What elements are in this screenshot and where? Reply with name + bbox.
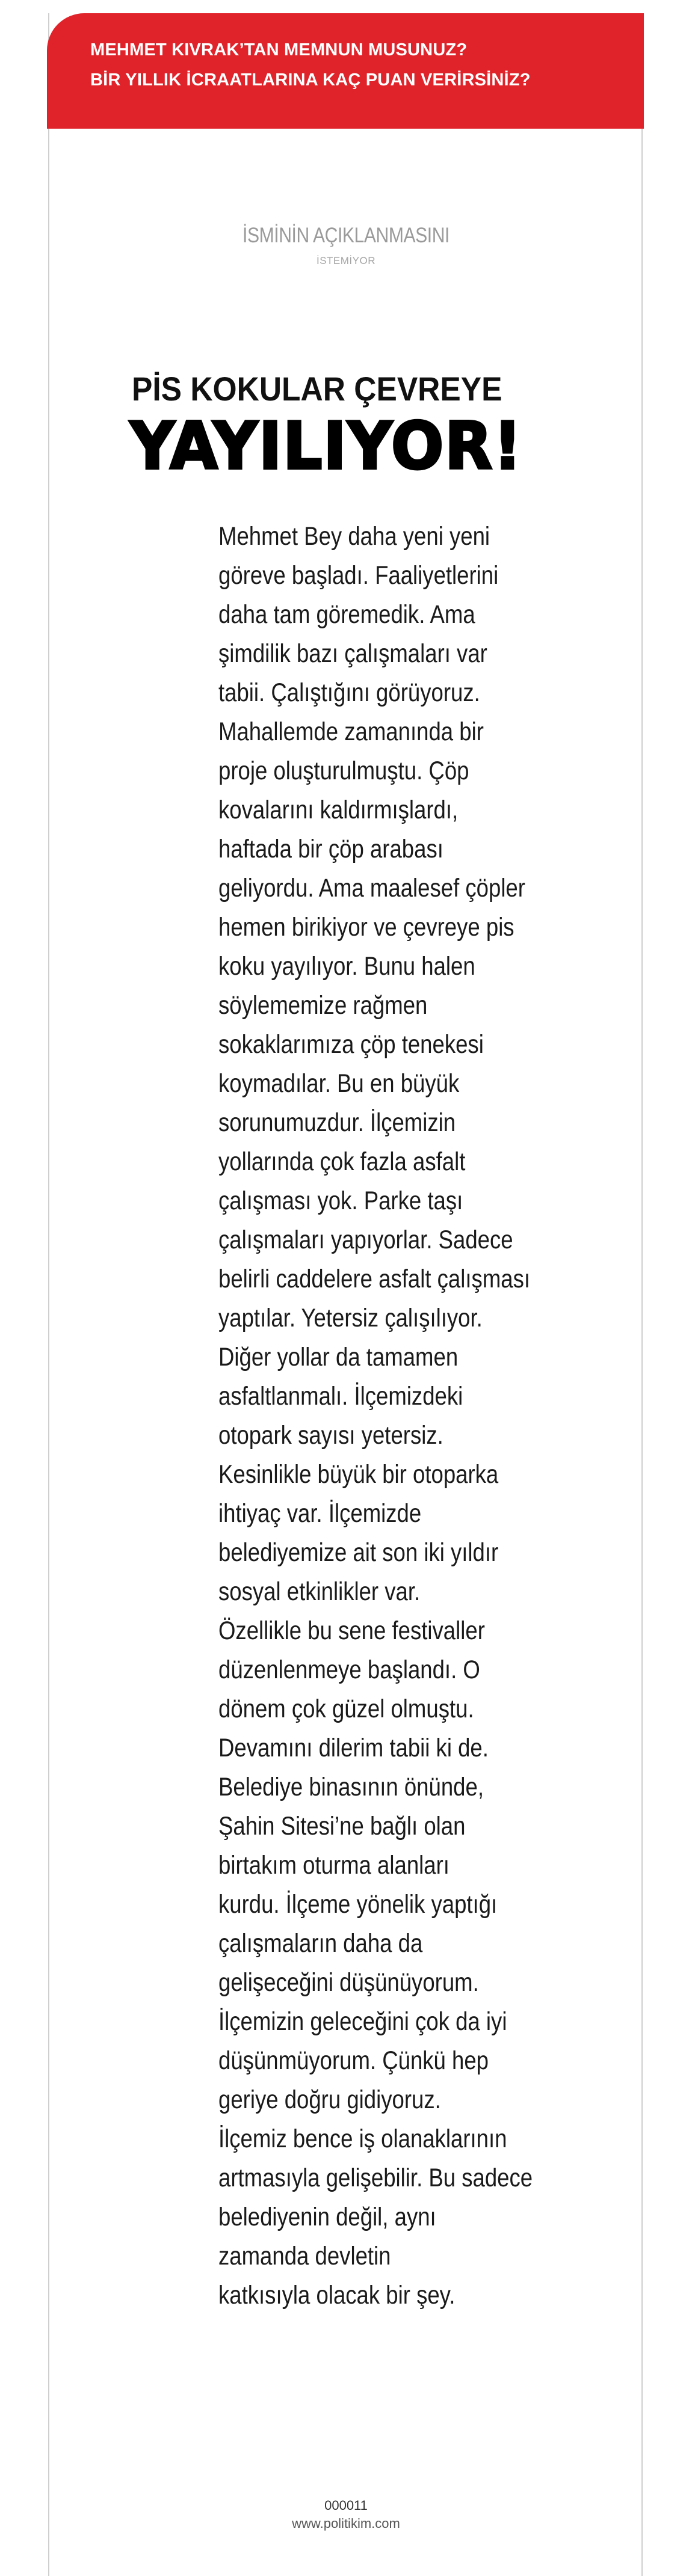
- body-text-line: gelişeceğini düşünüyorum.: [218, 1969, 479, 1997]
- body-text-line: artmasıyla gelişebilir. Bu sadece: [218, 2164, 533, 2192]
- body-text-line: çalışması yok. Parke taşı: [218, 1187, 463, 1215]
- body-text-line: geliyordu. Ama maalesef çöpler: [218, 874, 525, 903]
- body-text-line: otopark sayısı yetersiz.: [218, 1421, 443, 1450]
- respondent-name: İSMİNİN AÇIKLANMASINI: [243, 224, 449, 247]
- body-text-line: birtakım oturma alanları: [218, 1851, 449, 1880]
- body-text-line: kovalarını kaldırmışlardı,: [218, 796, 459, 824]
- body-text-line: sokaklarımıza çöp tenekesi: [218, 1031, 484, 1059]
- headline-kicker: PİS KOKULAR ÇEVREYE: [132, 370, 502, 408]
- body-text-line: haftada bir çöp arabası: [218, 835, 443, 863]
- body-text-line: dönem çok güzel olmuştu.: [218, 1695, 474, 1723]
- body-text-line: zamanda devletin: [218, 2242, 391, 2271]
- body-text-line: Diğer yollar da tamamen: [218, 1343, 459, 1372]
- body-text-line: çalışmaları yapıyorlar. Sadece: [218, 1226, 513, 1254]
- body-text-line: Mahallemde zamanında bir: [218, 718, 484, 746]
- body-text-line: asfaltlanmalı. İlçemizdeki: [218, 1382, 463, 1411]
- body-text-line: katkısıyla olacak bir şey.: [218, 2281, 456, 2310]
- body-text-line: koymadılar. Bu en büyük: [218, 1070, 460, 1098]
- body-text-line: hemen birikiyor ve çevreye pis: [218, 913, 514, 942]
- body-text-line: söylememize rağmen: [218, 992, 428, 1020]
- body-text-line: Şahin Sitesi’ne bağlı olan: [218, 1812, 466, 1841]
- page-code: 000011: [324, 2498, 368, 2513]
- body-text-line: ihtiyaç var. İlçemizde: [218, 1500, 422, 1528]
- body-text-line: İlçemizin geleceğini çok da iyi: [218, 2008, 507, 2036]
- body-text-line: daha tam göremedik. Ama: [218, 601, 475, 629]
- body-text-line: düzenlenmeye başlandı. O: [218, 1656, 480, 1684]
- body-text-line: Devamını dilerim tabii ki de.: [218, 1734, 489, 1762]
- body-text-line: sorunumuzdur. İlçemizin: [218, 1109, 456, 1137]
- body-text-line: belediyemize ait son iki yıldır: [218, 1539, 499, 1567]
- body-text-line: çalışmaların daha da: [218, 1930, 423, 1958]
- body-text-line: Kesinlikle büyük bir otoparka: [218, 1461, 499, 1489]
- respondent-subtitle: İSTEMİYOR: [316, 255, 375, 266]
- body-text-line: düşünmüyorum. Çünkü hep: [218, 2047, 489, 2075]
- body-text-line: yaptılar. Yetersiz çalışılıyor.: [218, 1304, 483, 1332]
- survey-question-line-1: MEHMET KIVRAK’TAN MEMNUN MUSUNUZ?: [90, 40, 468, 60]
- body-text-line: koku yayılıyor. Bunu halen: [218, 952, 475, 981]
- body-text-line: Mehmet Bey daha yeni yeni: [218, 523, 490, 551]
- survey-question-line-2: BİR YILLIK İCRAATLARINA KAÇ PUAN VERİRSİNİZ?: [90, 70, 531, 90]
- body-text-line: geriye doğru gidiyoruz.: [218, 2086, 441, 2114]
- body-text-line: belirli caddelere asfalt çalışması: [218, 1265, 531, 1293]
- body-text-line: yollarında çok fazla asfalt: [218, 1148, 466, 1176]
- body-text-line: tabii. Çalıştığını görüyoruz.: [218, 679, 480, 707]
- body-text-line: İlçemiz bence iş olanaklarının: [218, 2125, 507, 2153]
- body-text-line: şimdilik bazı çalışmaları var: [218, 640, 487, 668]
- body-text-line: Özellikle bu sene festivaller: [218, 1617, 485, 1645]
- body-text-line: belediyenin değil, aynı: [218, 2203, 436, 2231]
- headline-main: YAYILIYOR!: [130, 409, 523, 484]
- body-text-line: göreve başladı. Faaliyetlerini: [218, 562, 499, 590]
- website-url: www.politikim.com: [292, 2516, 400, 2531]
- article-body: [218, 517, 604, 2315]
- body-text-line: sosyal etkinlikler var.: [218, 1578, 421, 1606]
- body-text-line: proje oluşturulmuştu. Çöp: [218, 757, 469, 785]
- body-text-line: Belediye binasının önünde,: [218, 1773, 484, 1802]
- body-text-line: kurdu. İlçeme yönelik yaptığı: [218, 1891, 498, 1919]
